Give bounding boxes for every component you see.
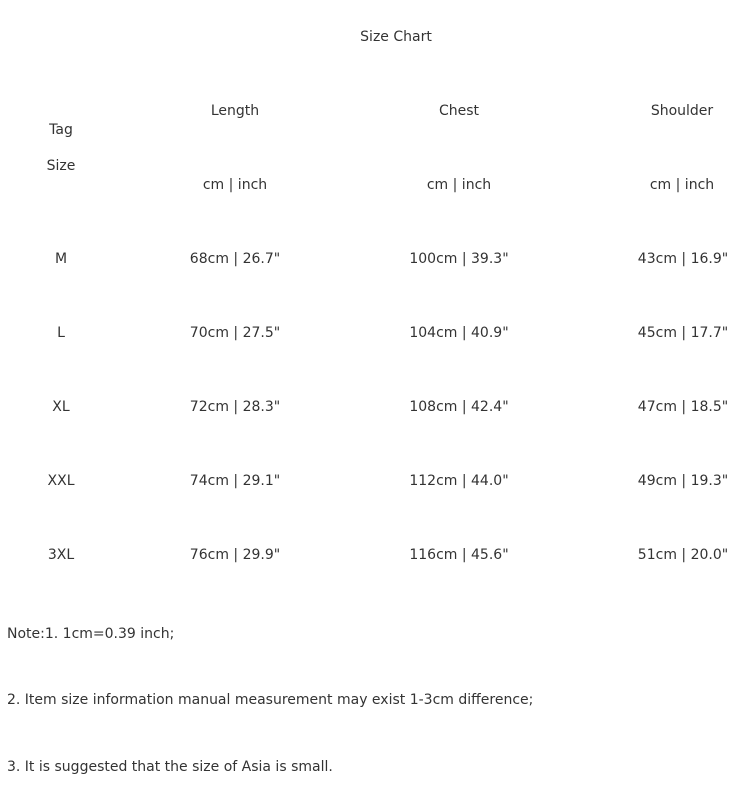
header-size-label: Size (46, 158, 76, 174)
unit-label-shoulder: cm | inch (649, 177, 715, 193)
page-title: Size Chart (360, 29, 432, 45)
note-line: 2. Item size information manual measurement may exist 1-3cm difference; (7, 692, 534, 708)
table-cell-chest: 108cm | 42.4" (409, 399, 509, 415)
table-cell-length: 72cm | 28.3" (189, 399, 281, 415)
table-cell-shoulder: 45cm | 17.7" (637, 325, 729, 341)
table-cell-length: 68cm | 26.7" (189, 251, 281, 267)
table-cell-length: 76cm | 29.9" (189, 547, 281, 563)
table-cell-size: XXL (47, 473, 75, 489)
column-header-shoulder: Shoulder (650, 103, 714, 119)
table-cell-shoulder: 51cm | 20.0" (637, 547, 729, 563)
table-cell-length: 74cm | 29.1" (189, 473, 281, 489)
table-cell-chest: 116cm | 45.6" (409, 547, 509, 563)
table-cell-size: XL (52, 399, 70, 415)
table-cell-chest: 112cm | 44.0" (409, 473, 509, 489)
unit-label-chest: cm | inch (426, 177, 492, 193)
unit-label-length: cm | inch (202, 177, 268, 193)
table-cell-shoulder: 47cm | 18.5" (637, 399, 729, 415)
table-cell-size: M (54, 251, 68, 267)
table-cell-size: 3XL (47, 547, 75, 563)
table-cell-shoulder: 49cm | 19.3" (637, 473, 729, 489)
note-line: Note:1. 1cm=0.39 inch; (7, 626, 175, 642)
column-header-chest: Chest (438, 103, 480, 119)
column-header-length: Length (210, 103, 260, 119)
table-cell-size: L (57, 325, 65, 341)
header-tag-label: Tag (49, 122, 73, 138)
table-cell-shoulder: 43cm | 16.9" (637, 251, 729, 267)
table-cell-length: 70cm | 27.5" (189, 325, 281, 341)
note-line: 3. It is suggested that the size of Asia is small. (7, 759, 333, 775)
table-cell-chest: 104cm | 40.9" (409, 325, 509, 341)
table-cell-chest: 100cm | 39.3" (409, 251, 509, 267)
